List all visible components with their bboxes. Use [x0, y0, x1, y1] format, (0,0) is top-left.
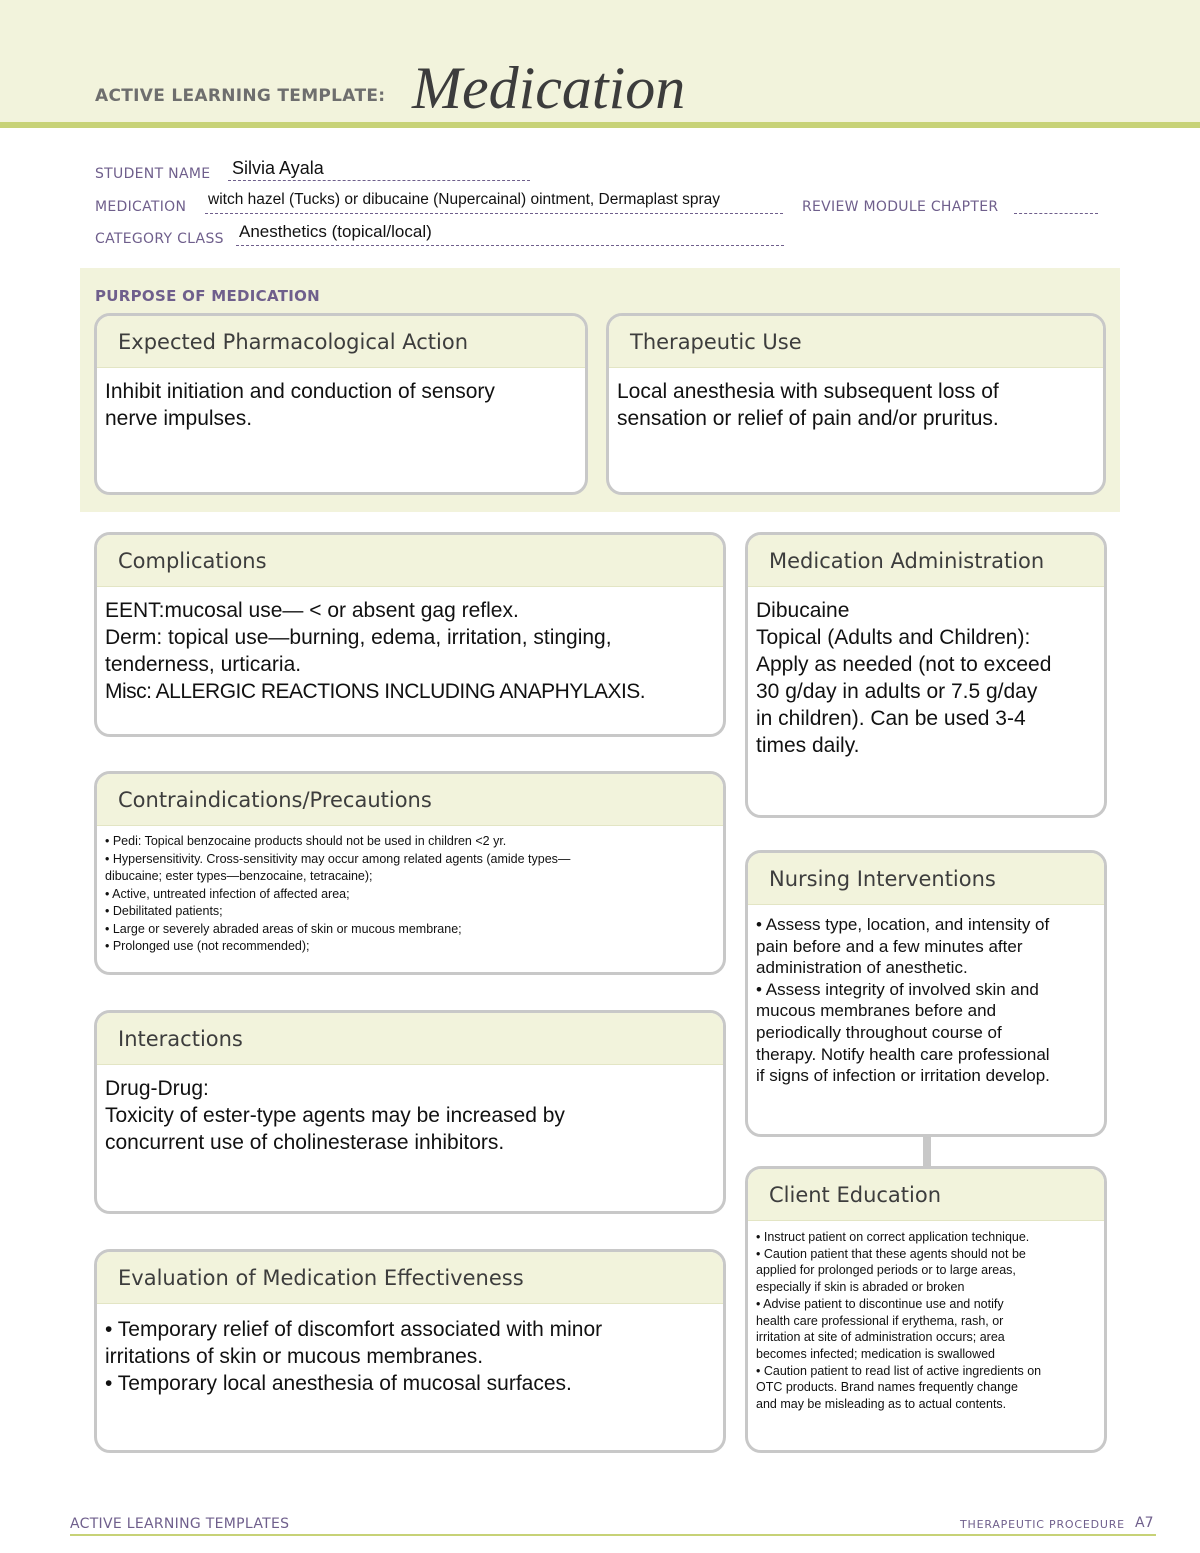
- review-module-label: REVIEW MODULE CHAPTER: [802, 199, 999, 215]
- purpose-label: PURPOSE OF MEDICATION: [95, 287, 321, 305]
- evaluation-line: irritations of skin or mucous membranes.: [105, 1345, 484, 1368]
- client-education-line: especially if skin is abraded or broken: [756, 1280, 965, 1295]
- complications-box: [94, 532, 726, 737]
- footer-section: THERAPEUTIC PROCEDURE: [960, 1518, 1125, 1531]
- footer-rule: [70, 1534, 1156, 1536]
- client-education-line: health care professional if erythema, rash, or: [756, 1313, 1004, 1328]
- complications-line: Misc: ALLERGIC REACTIONS INCLUDING ANAPHYLAXIS.: [105, 680, 646, 703]
- expected-action-line: nerve impulses.: [105, 407, 253, 430]
- administration-heading: Medication Administration: [748, 535, 1104, 587]
- interactions-heading: Interactions: [97, 1013, 723, 1065]
- complications-line: tenderness, urticaria.: [105, 653, 302, 676]
- contraindications-line: • Pedi: Topical benzocaine products should not be used in children <2 yr.: [105, 834, 507, 848]
- medication-label: MEDICATION: [95, 199, 187, 215]
- interactions-line: concurrent use of cholinesterase inhibitors.: [105, 1131, 505, 1154]
- therapeutic-use-heading: Therapeutic Use: [609, 316, 1103, 368]
- expected-action-line: Inhibit initiation and conduction of sensory: [105, 380, 495, 403]
- contraindications-box: [94, 771, 726, 975]
- expected-action-box: [94, 313, 588, 495]
- evaluation-box: [94, 1249, 726, 1453]
- contraindications-line: • Debilitated patients;: [105, 904, 223, 918]
- nursing-interventions-line: mucous membranes before and: [756, 1001, 997, 1021]
- administration-line: in children). Can be used 3-4: [756, 707, 1026, 730]
- client-education-line: OTC products. Brand names frequently change: [756, 1380, 1018, 1395]
- client-education-line: becomes infected; medication is swallowed: [756, 1346, 996, 1361]
- administration-line: Topical (Adults and Children):: [756, 626, 1031, 649]
- therapeutic-use-line: sensation or relief of pain and/or pruritus.: [617, 407, 999, 430]
- category-class-label: CATEGORY CLASS: [95, 231, 224, 247]
- evaluation-line: • Temporary local anesthesia of mucosal surfaces.: [105, 1372, 572, 1395]
- review-module-field[interactable]: [1014, 213, 1098, 214]
- administration-line: Dibucaine: [756, 599, 850, 622]
- client-education-line: and may be misleading as to actual contents.: [756, 1397, 1007, 1412]
- administration-line: Apply as needed (not to exceed: [756, 653, 1052, 676]
- complications-heading: Complications: [97, 535, 723, 587]
- client-education-line: • Instruct patient on correct application technique.: [756, 1230, 1030, 1244]
- client-education-line: applied for prolonged periods or to large areas,: [756, 1263, 1016, 1278]
- box-connector: [923, 1135, 931, 1167]
- complications-line: Derm: topical use—burning, edema, irritation, stinging,: [105, 626, 612, 649]
- nursing-interventions-line: pain before and a few minutes after: [756, 936, 1023, 956]
- administration-line: 30 g/day in adults or 7.5 g/day: [756, 680, 1038, 703]
- medication-field[interactable]: witch hazel (Tucks) or dibucaine (Nupercainal) ointment, Dermaplast spray: [208, 191, 720, 208]
- contraindications-line: • Prolonged use (not recommended);: [105, 939, 310, 953]
- page-number: A7: [1135, 1515, 1154, 1531]
- nursing-interventions-line: therapy. Notify health care professional: [756, 1044, 1050, 1064]
- student-name-line: [228, 180, 530, 181]
- interactions-line: Toxicity of ester-type agents may be increased by: [105, 1104, 565, 1127]
- client-education-line: irritation at site of administration occurs; area: [756, 1330, 1005, 1345]
- nursing-interventions-box: [745, 850, 1107, 1137]
- nursing-interventions-line: periodically throughout course of: [756, 1022, 1002, 1042]
- client-education-line: • Advise patient to discontinue use and notify: [756, 1296, 1004, 1311]
- complications-line: EENT:mucosal use— < or absent gag reflex.: [105, 599, 519, 622]
- client-education-line: • Caution patient to read list of active ingredients on: [756, 1363, 1042, 1378]
- contraindications-line: • Large or severely abraded areas of skin or mucous membrane;: [105, 921, 462, 936]
- nursing-interventions-line: administration of anesthetic.: [756, 958, 968, 978]
- therapeutic-use-line: Local anesthesia with subsequent loss of: [617, 380, 999, 403]
- interactions-box: [94, 1010, 726, 1214]
- nursing-interventions-line: • Assess type, location, and intensity of: [756, 915, 1050, 934]
- nursing-interventions-heading: Nursing Interventions: [748, 853, 1104, 905]
- client-education-line: • Caution patient that these agents should not be: [756, 1246, 1026, 1261]
- template-label: ACTIVE LEARNING TEMPLATE:: [95, 86, 386, 106]
- category-class-line: [236, 245, 784, 246]
- student-name-label: STUDENT NAME: [95, 166, 211, 182]
- contraindications-heading: Contraindications/Precautions: [97, 774, 723, 826]
- evaluation-line: • Temporary relief of discomfort associated with minor: [105, 1318, 603, 1341]
- expected-action-heading: Expected Pharmacological Action: [97, 316, 585, 368]
- administration-line: times daily.: [756, 734, 860, 757]
- footer-title: ACTIVE LEARNING TEMPLATES: [70, 1516, 290, 1532]
- contraindications-line: • Active, untreated infection of affected area;: [105, 886, 350, 901]
- nursing-interventions-line: • Assess integrity of involved skin and: [756, 979, 1039, 999]
- medication-line: [205, 213, 783, 214]
- contraindications-line: dibucaine; ester types—benzocaine, tetracaine);: [105, 869, 373, 883]
- nursing-interventions-line: if signs of infection or irritation develop.: [756, 1066, 1050, 1086]
- evaluation-heading: Evaluation of Medication Effectiveness: [97, 1252, 723, 1304]
- interactions-line: Drug-Drug:: [105, 1077, 209, 1100]
- administration-box: [745, 532, 1107, 818]
- client-education-heading: Client Education: [748, 1169, 1104, 1221]
- client-education-box: [745, 1166, 1107, 1453]
- contraindications-line: • Hypersensitivity. Cross-sensitivity may occur among related agents (amide types—: [105, 851, 571, 866]
- therapeutic-use-box: [606, 313, 1106, 495]
- student-name-field[interactable]: Silvia Ayala: [232, 158, 324, 178]
- category-class-field[interactable]: Anesthetics (topical/local): [239, 222, 432, 241]
- page-title: Medication: [412, 55, 686, 121]
